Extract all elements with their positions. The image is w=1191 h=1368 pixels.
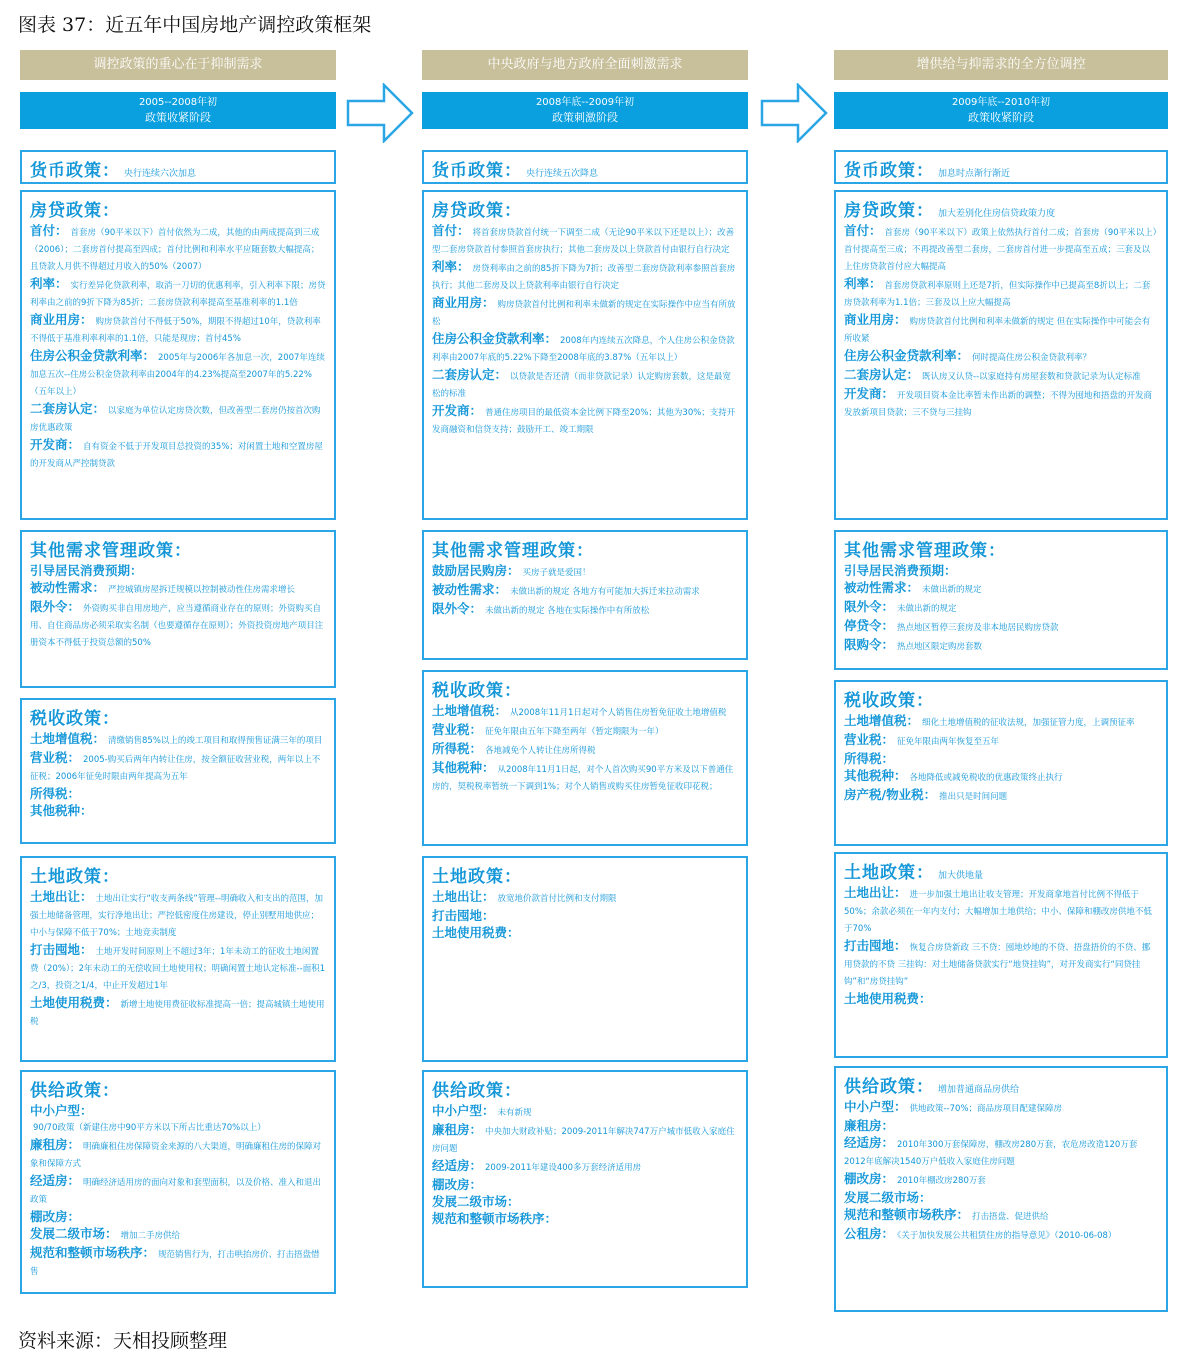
policy-item-key: 土地使用税费： [432, 925, 520, 940]
policy-box [834, 680, 1168, 846]
policy-item [30, 563, 326, 578]
column-phase-3 [834, 50, 1168, 129]
policy-item-key: 棚改房： [844, 1171, 895, 1186]
policy-box-title [30, 704, 326, 729]
policy-box-title [844, 1072, 1158, 1097]
policy-box [422, 150, 748, 184]
policy-item [30, 731, 326, 748]
policy-item [30, 599, 326, 650]
policy-item-key: 限外令： [844, 599, 895, 614]
source-note: 资料来源：天相投顾整理 [18, 1330, 228, 1352]
policy-item-key: 首付： [30, 223, 68, 238]
policy-box [20, 190, 336, 520]
policy-item [844, 637, 1158, 654]
policy-box-title [432, 676, 738, 701]
policy-box [20, 150, 336, 184]
policy-item-value: 首套房贷款利率原则上还是7折，但实际操作中已提高至8折以上；二套房贷款利率为1.1倍；三套及以上应大幅提高 [844, 281, 1151, 308]
arrow-right-icon [346, 83, 414, 143]
policy-box [20, 698, 336, 844]
policy-item [30, 348, 326, 399]
policy-box-title [30, 536, 326, 561]
policy-item [432, 403, 738, 437]
policy-item-key: 住房公积金贷款利率： [30, 348, 156, 363]
policy-item [432, 741, 738, 758]
policy-item-key: 商业用房： [30, 312, 93, 327]
policy-item [432, 1122, 738, 1156]
policy-item-value: 新增土地使用费征收标准提高一倍；提高城镇土地使用税 [30, 1000, 325, 1027]
policy-item-key: 土地使用税费： [30, 995, 118, 1010]
policy-box-title [844, 196, 1158, 221]
policy-item-value: 明确经济适用房的面向对象和套型面积，以及价格、准入和退出政策 [30, 1178, 322, 1205]
column-header: 调控政策的重心在于抑制需求 [20, 50, 336, 80]
policy-box-title [432, 196, 738, 221]
policy-title-text: 供给政策： [30, 1081, 120, 1101]
policy-item [30, 1137, 326, 1171]
policy-box-title [432, 1076, 738, 1101]
column-header: 中央政府与地方政府全面刺激需求 [422, 50, 748, 80]
policy-item-key: 发展二级市场： [844, 1190, 932, 1205]
policy-item [432, 367, 738, 401]
policy-item [432, 925, 738, 940]
policy-item [844, 713, 1158, 730]
policy-item-value: 未有新规 [497, 1108, 532, 1118]
column-phase-1 [20, 50, 336, 129]
stage-period: 2009年底--2010年初 [951, 97, 1051, 108]
policy-box [834, 150, 1168, 184]
policy-item-key: 土地出让： [432, 889, 495, 904]
policy-item [844, 1135, 1158, 1169]
policy-box-title [432, 156, 738, 181]
policy-item-value: 房贷利率由之前的85折下降为7折；改善型二套房贷款利率参照首套房执行；其他二套房及以上贷款利率由银行自行决定 [432, 264, 736, 291]
policy-item-value: 土地出让实行“收支两条线”管理--明确收入和支出的范围，加强土地储备管理，实行净地出让；严控低密度住房建设，停止别墅用地供应；中小与保障不低于70%；土地竞卖制度 [30, 894, 323, 938]
policy-item [30, 803, 326, 818]
policy-box [834, 530, 1168, 670]
policy-item-key: 利率： [30, 276, 68, 291]
policy-item [432, 1158, 738, 1175]
policy-item-value: 以家庭为单位认定房贷次数，但改善型二套房仍按首次购房优惠政策 [30, 406, 321, 433]
stage-period: 2005--2008年初 [138, 97, 218, 108]
stage-banner [834, 92, 1168, 129]
policy-item-key: 房产税/物业税： [844, 787, 937, 802]
policy-item-key: 打击囤地： [30, 942, 93, 957]
policy-title-note: 加大供地量 [938, 871, 984, 881]
policy-item-key: 营业税： [844, 732, 895, 747]
stage-banner [20, 92, 336, 129]
stage-name: 政策收紧阶段 [145, 111, 211, 124]
policy-item-value: 清缴销售85%以上的竣工项目和取得预售证满三年的项目 [108, 736, 323, 746]
policy-title-text: 货币政策： [844, 161, 934, 181]
policy-item [844, 885, 1158, 936]
policy-item [844, 312, 1158, 346]
policy-box-title [30, 1076, 326, 1101]
policy-item-value: 增加二手房供给 [120, 1231, 181, 1241]
policy-item [432, 722, 738, 739]
policy-item [30, 889, 326, 940]
policy-title-text: 其他需求管理政策： [432, 541, 594, 561]
policy-item-key: 土地使用税费： [844, 991, 932, 1006]
policy-item [432, 1194, 738, 1209]
policy-item-key: 发展二级市场： [432, 1194, 520, 1209]
policy-item [30, 1209, 326, 1224]
policy-item [30, 750, 326, 784]
policy-item-value: 热点地区暂停三套房及非本地居民购房贷款 [897, 623, 1059, 633]
policy-item-value: 《关于加快发展公共租赁住房的指导意见》（2010-06-08） [897, 1231, 1117, 1241]
policy-item-key: 限外令： [30, 599, 81, 614]
policy-box [834, 190, 1168, 520]
policy-item-key: 规范和整顿市场秩序： [844, 1207, 970, 1222]
policy-box [834, 852, 1168, 1058]
policy-item [30, 1173, 326, 1207]
policy-item-key: 首付： [844, 223, 882, 238]
policy-item [432, 703, 738, 720]
policy-item-key: 公租房： [844, 1226, 895, 1241]
policy-box [20, 856, 336, 1062]
policy-item [432, 1103, 738, 1120]
policy-item-key: 中小户型： [432, 1103, 495, 1118]
policy-item-value: 恢复合房贷新政 三不贷：囤地炒地的不贷、捂盘捂价的不贷、挪用贷款的不贷 三挂钩：对土地储备贷款实行“地贷挂钩”，对开发商实行“同贷挂钩”和“房贷挂钩” [844, 943, 1151, 987]
policy-item-key: 所得税： [30, 786, 81, 801]
policy-box [20, 1070, 336, 1294]
policy-title-text: 土地政策： [30, 867, 120, 887]
policy-box-title [432, 536, 738, 561]
policy-item-key: 棚改房： [30, 1209, 81, 1224]
policy-item [30, 437, 326, 471]
policy-item-value: 90/70政策（新建住房中90平方米以下所占比重达70%以上） [33, 1123, 266, 1133]
policy-title-note: 加大差别化住房信贷政策力度 [938, 209, 1056, 219]
policy-item-key: 规范和整顿市场秩序： [30, 1245, 156, 1260]
policy-title-text: 土地政策： [432, 867, 522, 887]
policy-item-key: 廉租房： [30, 1137, 81, 1152]
policy-item-key: 被动性需求： [844, 580, 920, 595]
policy-item-value: 征免年限由两年恢复至五年 [897, 737, 1000, 747]
policy-item [844, 732, 1158, 749]
policy-box [422, 530, 748, 660]
policy-item [844, 938, 1158, 989]
policy-item-value: 以贷款是否还清（而非贷款记录）认定购房套数，这是最宽松的标准 [432, 372, 732, 399]
policy-item [432, 295, 738, 329]
policy-box-title [432, 862, 738, 887]
policy-item-key: 限购令： [844, 637, 895, 652]
policy-item-key: 二套房认定： [432, 367, 508, 382]
policy-item-key: 所得税： [432, 741, 483, 756]
policy-item-key: 开发商： [30, 437, 81, 452]
policy-item-key: 土地增值税： [432, 703, 508, 718]
policy-item [844, 276, 1158, 310]
policy-item-value: 各地减免个人转让住房所得税 [485, 746, 596, 756]
policy-item [844, 386, 1158, 420]
policy-item-key: 营业税： [432, 722, 483, 737]
policy-item-value: 热点地区限定购房套数 [897, 642, 983, 652]
policy-item-value: 中央加大财政补贴；2009-2011年解决747万户城市低收入家庭住房问题 [432, 1127, 735, 1154]
policy-item-key: 所得税： [844, 751, 895, 766]
stage-period: 2008年底--2009年初 [535, 97, 635, 108]
policy-item-value: 土地开发时间原则上不超过3年；1年未动工的征收土地闲置费（20%）；2年未动工的无偿收回土地使用权；明确闲置土地认定标准--面积1之/3，投资之1/4，中止开发超过1年 [30, 947, 326, 991]
policy-item-key: 发展二级市场： [30, 1226, 118, 1241]
policy-item [30, 580, 326, 597]
policy-item-key: 经适房： [432, 1158, 483, 1173]
policy-item-key: 利率： [432, 259, 470, 274]
policy-item [844, 618, 1158, 635]
policy-item [432, 563, 738, 580]
policy-item-key: 中小户型： [30, 1103, 93, 1118]
policy-box-title [844, 858, 1158, 883]
policy-box [422, 190, 748, 520]
policy-item [844, 367, 1158, 384]
policy-item-key: 打击囤地： [432, 908, 495, 923]
policy-item-value: 2005年与2006年各加息一次，2007年连续加息五次--住房公积金贷款利率由2004年的4.23%提高至2007年的5.22%（五年以上） [30, 353, 325, 397]
policy-item [844, 751, 1158, 766]
policy-box [20, 530, 336, 688]
policy-item-key: 土地出让： [844, 885, 907, 900]
policy-item [30, 223, 326, 274]
policy-item [844, 580, 1158, 597]
policy-item-value: 细化土地增值税的征收法规，加强征管力度，上调预征率 [922, 718, 1135, 728]
policy-item-value: 普通住房项目的最低资本金比例下降至20%；其他为30%；支持开发商融资和信贷支持；鼓励开工、竣工期限 [432, 408, 736, 435]
policy-item-value: 2009-2011年建设400多万套经济适用房 [485, 1163, 642, 1173]
policy-item-value: 2008年内连续五次降息，个人住房公积金贷款利率由2007年底的5.22%下降至2008年底的3.87%（五年以上） [432, 336, 735, 363]
policy-item-key: 土地出让： [30, 889, 93, 904]
policy-item [844, 1226, 1158, 1243]
policy-title-text: 货币政策： [432, 161, 522, 181]
policy-item [30, 312, 326, 346]
stage-banner [422, 92, 748, 129]
policy-item-value: 实行差异化贷款利率，取消一刀切的优惠利率，引入利率下限；房贷利率由之前的9折下降为85折；二套房贷款利率提高至基准利率的1.1倍 [30, 281, 326, 308]
policy-item-value: 开发项目资本金比率暂未作出新的调整；不得为囤地和捂盘的开发商发放新项目贷款；三不贷与三挂钩 [844, 391, 1153, 418]
policy-item-value: 推出只是时间问题 [939, 792, 1008, 802]
policy-item [30, 942, 326, 993]
policy-box-title [30, 196, 326, 221]
policy-item-value: 明确廉租住房保障资金来源的八大渠道，明确廉租住房的保障对象和保障方式 [30, 1142, 322, 1169]
policy-item-key: 土地增值税： [844, 713, 920, 728]
policy-item-value: 2010年300万套保障房，棚改房280万套，农危房改造120万套 2012年底解决1540万户低收入家庭住房问题 [844, 1140, 1138, 1167]
policy-item [844, 1118, 1158, 1133]
policy-item-value: 自有资金不低于开发项目总投资的35%；对闲置土地和空置房屋的开发商从严控制贷款 [30, 442, 323, 469]
policy-item [432, 1211, 738, 1226]
policy-item-key: 其他税种： [844, 768, 907, 783]
policy-item-value: 征免年限由五年下降至两年（暂定期限为一年） [485, 727, 664, 737]
policy-item [844, 1171, 1158, 1188]
policy-item [432, 582, 738, 599]
policy-item-key: 廉租房： [432, 1122, 483, 1137]
policy-title-text: 其他需求管理政策： [30, 541, 192, 561]
policy-box-title [844, 536, 1158, 561]
policy-item [844, 348, 1158, 365]
policy-item-value: 未做出新的规定 [897, 604, 957, 614]
policy-item-value: 规范销售行为，打击哄抬房价、打击捂盘惜售 [30, 1250, 320, 1277]
policy-box-title [30, 862, 326, 887]
policy-item-key: 住房公积金贷款利率： [844, 348, 970, 363]
policy-item-key: 停贷令： [844, 618, 895, 633]
policy-box-title [844, 156, 1158, 181]
policy-item-key: 开发商： [844, 386, 895, 401]
policy-item-value: 各地降低或减免税收的优惠政策终止执行 [909, 773, 1063, 783]
policy-title-text: 供给政策： [844, 1077, 934, 1097]
policy-item-key: 中小户型： [844, 1099, 907, 1114]
column-header: 增供给与抑需求的全方位调控 [834, 50, 1168, 80]
policy-item-key: 引导居民消费预期： [844, 563, 957, 578]
policy-item-value: 将首套房贷款首付统一下调至二成（无论90平米以下还是以上）；改善型二套房贷款首付参照首套房执行；其他二套房及以上贷款首付由银行自行决定 [432, 228, 735, 255]
policy-title-text: 供给政策： [432, 1081, 522, 1101]
policy-item-value: 进一步加强土地出让收支管理；开发商拿地首付比例不得低于50%；余款必须在一年内支付；大幅增加土地供给；中小、保障和棚改房供地不低于70% [844, 890, 1152, 934]
policy-item-key: 商业用房： [844, 312, 907, 327]
policy-item [844, 991, 1158, 1006]
policy-item-value: 未做出新的规定 [922, 585, 982, 595]
policy-title-note: 增加普通商品房供给 [938, 1085, 1020, 1095]
policy-item-value: 2010年棚改房280万套 [897, 1176, 986, 1186]
policy-box-title [30, 156, 326, 181]
policy-title-note: 央行连续五次降息 [526, 169, 599, 179]
policy-item-key: 营业税： [30, 750, 81, 765]
policy-title-text: 土地政策： [844, 863, 934, 883]
stage-name: 政策收紧阶段 [968, 111, 1034, 124]
policy-title-text: 房贷政策： [844, 201, 934, 221]
policy-item-key: 商业用房： [432, 295, 495, 310]
policy-item-value: 未做出新的规定 各地方有可能加大拆迁来拉动需求 [510, 587, 700, 597]
policy-item-key: 其他税种： [30, 803, 93, 818]
policy-item-value: 打击捂盘、促进供给 [972, 1212, 1049, 1222]
policy-item [844, 1099, 1158, 1116]
policy-item-value: 首套房（90平米以下）政策上依然执行首付二成；首套房（90平米以上）首付提高至三成；不再提改善型二套房，二套房首付进一步提高至五成；三套及以上住房贷款首付应大幅提高 [844, 228, 1157, 272]
policy-item-key: 被动性需求： [30, 580, 106, 595]
policy-title-note: 加息时点渐行渐近 [938, 169, 1011, 179]
policy-item-value: 放宽地价款首付比例和支付期限 [497, 894, 617, 904]
policy-item-key: 二套房认定： [30, 401, 106, 416]
policy-item [844, 223, 1158, 274]
policy-item [30, 995, 326, 1029]
policy-item [844, 787, 1158, 804]
policy-item-key: 鼓励居民购房： [432, 563, 520, 578]
policy-box [422, 1070, 748, 1288]
policy-item-key: 限外令： [432, 601, 483, 616]
policy-item-value: 既认房又认贷--以家庭持有房屋套数和贷款记录为认定标准 [922, 372, 1141, 382]
arrow-right-icon [760, 83, 828, 143]
policy-box-title [844, 686, 1158, 711]
policy-item-key: 引导居民消费预期： [30, 563, 143, 578]
policy-item [432, 1177, 738, 1192]
policy-item-key: 其他税种： [432, 760, 495, 775]
policy-item [844, 599, 1158, 616]
policy-title-text: 房贷政策： [30, 201, 120, 221]
policy-item-value: 何时提高住房公积金贷款利率？ [972, 353, 1092, 363]
policy-item [30, 786, 326, 801]
policy-item-key: 二套房认定： [844, 367, 920, 382]
policy-item-value: 从2008年11月1日起对个人销售住房暂免征收土地增值税 [510, 708, 727, 718]
policy-item [30, 276, 326, 310]
policy-item-key: 打击囤地： [844, 938, 907, 953]
column-phase-2 [422, 50, 748, 129]
policy-item-value: 从2008年11月1日起，对个人首次购买90平方米及以下普通住房的，契税税率暂统一下调到1%；对个人销售或购买住房暂免征收印花税； [432, 765, 734, 792]
policy-item-value: 购房贷款首付比例和利率未做新的规定在实际操作中应当有所放松 [432, 300, 736, 327]
policy-title-note: 央行连续六次加息 [124, 169, 197, 179]
policy-item-key: 经适房： [844, 1135, 895, 1150]
policy-item-key: 规范和整顿市场秩序： [432, 1211, 558, 1226]
policy-item [432, 259, 738, 293]
policy-title-text: 房贷政策： [432, 201, 522, 221]
policy-item-value: 外资购买非自用房地产，应当遵循商业存在的原则；外资购买自用、自住商品房必须采取实名制（也要遵循存在原则）；外资投资房地产项目注册资本不得低于投资总额的50% [30, 604, 324, 648]
policy-item-value: 购房贷款首付比例和利率未做新的规定 但在实际操作中可能会有所收紧 [844, 317, 1151, 344]
policy-item [30, 1103, 326, 1135]
policy-item [844, 768, 1158, 785]
policy-item [432, 908, 738, 923]
policy-item-key: 开发商： [432, 403, 483, 418]
policy-item-value: 2005-购买后两年内转让住房，按全额征收营业税，两年以上不征税；2006年征免时限由两年提高为五年 [30, 755, 321, 782]
policy-item [844, 563, 1158, 578]
policy-item-key: 利率： [844, 276, 882, 291]
policy-item-value: 首套房（90平米以下）首付依然为二成，其他的由两成提高到三成（2006）；二套房首付提高至四成；首付比例和利率水平应随套数大幅提高；且贷款人月供不得超过月收入的50%（2007） [30, 228, 320, 272]
policy-item-key: 被动性需求： [432, 582, 508, 597]
policy-item-key: 廉租房： [844, 1118, 895, 1133]
policy-box [834, 1066, 1168, 1312]
policy-item [30, 1226, 326, 1243]
policy-title-text: 税收政策： [844, 691, 934, 711]
policy-title-text: 税收政策： [432, 681, 522, 701]
figure-title: 图表 37：近五年中国房地产调控政策框架 [18, 14, 372, 36]
policy-item-key: 棚改房： [432, 1177, 483, 1192]
policy-title-text: 其他需求管理政策： [844, 541, 1006, 561]
policy-item-value: 购房贷款首付不得低于50%，期限不得超过10年，贷款利率不得低于基准利率利率的1.1倍，只能是现房；首付45% [30, 317, 321, 344]
policy-item [432, 760, 738, 794]
policy-item-value: 未做出新的规定 各地在实际操作中有所放松 [485, 606, 650, 616]
policy-box [422, 856, 748, 1062]
policy-item-key: 首付： [432, 223, 470, 238]
policy-item [844, 1190, 1158, 1205]
policy-title-text: 税收政策： [30, 709, 120, 729]
policy-item-value: 买房子就是爱国！ [522, 568, 591, 578]
policy-title-text: 货币政策： [30, 161, 120, 181]
policy-item-key: 土地增值税： [30, 731, 106, 746]
policy-item [30, 1245, 326, 1279]
policy-item-value: 严控城镇房屋拆迁规模以控制被动性住房需求增长 [108, 585, 296, 595]
policy-item-key: 经适房： [30, 1173, 81, 1188]
policy-box [422, 670, 748, 846]
policy-item-value: 供地政策--70%；商品房项目配建保障房 [909, 1104, 1063, 1114]
policy-item [30, 401, 326, 435]
policy-item [432, 331, 738, 365]
policy-item [432, 889, 738, 906]
stage-name: 政策刺激阶段 [552, 111, 618, 124]
policy-item [432, 601, 738, 618]
policy-item [844, 1207, 1158, 1224]
policy-item-key: 住房公积金贷款利率： [432, 331, 558, 346]
policy-item [432, 223, 738, 257]
